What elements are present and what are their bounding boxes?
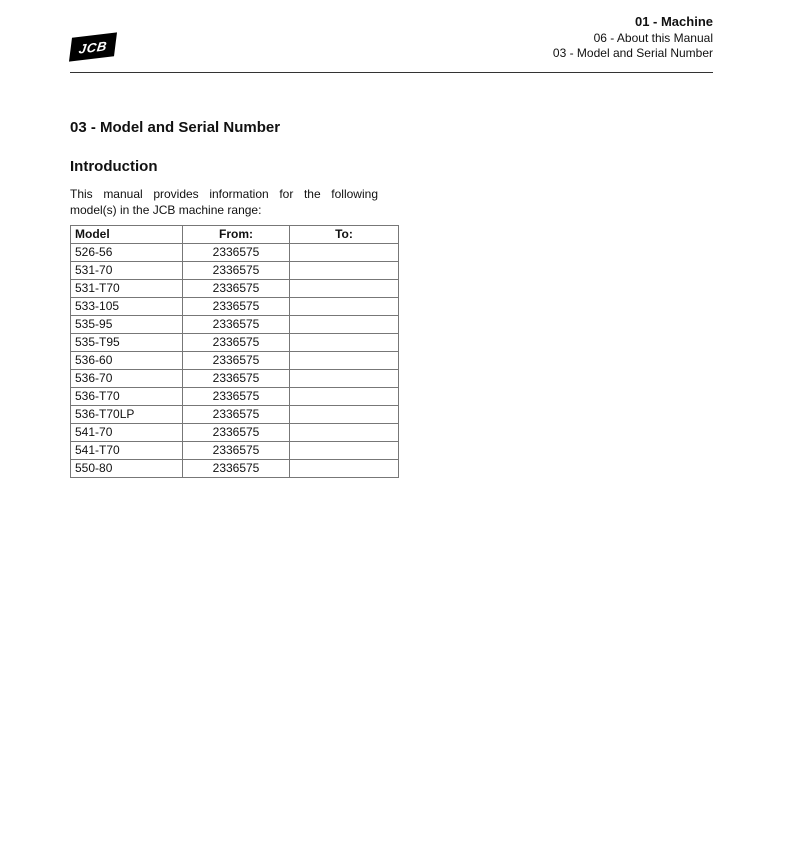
- table-cell: 541-T70: [71, 442, 183, 460]
- table-row: [71, 316, 399, 334]
- header-divider: [70, 72, 713, 73]
- table-row: [71, 262, 399, 280]
- breadcrumb-level-1: 01 - Machine: [634, 14, 713, 29]
- table-cell: 2336575: [183, 334, 290, 352]
- table-cell: 536-T70LP: [71, 406, 183, 424]
- table-cell: 550-80: [71, 460, 183, 478]
- breadcrumb-level-2: 06 - About this Manual: [593, 30, 713, 45]
- table-cell: 2336575: [183, 406, 290, 424]
- table-cell: 2336575: [183, 370, 290, 388]
- model-table-head: [71, 226, 399, 244]
- table-cell: 536-T70: [71, 388, 183, 406]
- table-cell: [290, 406, 399, 424]
- table-row: [71, 280, 399, 298]
- page-content: [0, 119, 785, 478]
- table-row: [71, 352, 399, 370]
- table-cell: 2336575: [183, 262, 290, 280]
- table-cell: [290, 352, 399, 370]
- table-cell: 526-56: [71, 244, 183, 262]
- breadcrumb-level-3: 03 - Model and Serial Number: [552, 46, 713, 61]
- table-cell: 2336575: [183, 460, 290, 478]
- table-row: [71, 244, 399, 262]
- table-row: [71, 298, 399, 316]
- table-cell: 541-70: [71, 424, 183, 442]
- breadcrumb: [70, 14, 713, 62]
- table-cell: 531-T70: [71, 280, 183, 298]
- table-cell: [290, 316, 399, 334]
- page-header: [0, 0, 785, 68]
- table-row: [71, 334, 399, 352]
- table-cell: [290, 280, 399, 298]
- table-row: [71, 442, 399, 460]
- column-header-to: To:: [290, 226, 399, 244]
- page-title: 03 - Model and Serial Number: [70, 119, 281, 137]
- intro-paragraph: This manual provides information for the following model(s) in the JCB machine range:: [70, 187, 378, 217]
- table-row: [71, 460, 399, 478]
- table-cell: 531-70: [71, 262, 183, 280]
- table-cell: [290, 442, 399, 460]
- table-cell: [290, 244, 399, 262]
- table-cell: [290, 388, 399, 406]
- table-row: [71, 370, 399, 388]
- table-cell: 2336575: [183, 298, 290, 316]
- table-row: [71, 424, 399, 442]
- table-cell: 2336575: [183, 280, 290, 298]
- table-cell: 2336575: [183, 316, 290, 334]
- table-cell: 536-60: [71, 352, 183, 370]
- table-header-row: [71, 226, 399, 244]
- table-cell: 2336575: [183, 442, 290, 460]
- table-cell: 2336575: [183, 424, 290, 442]
- table-cell: 2336575: [183, 388, 290, 406]
- jcb-logo-text: JCB: [77, 37, 109, 57]
- table-cell: [290, 370, 399, 388]
- column-header-model: Model: [71, 226, 183, 244]
- section-heading: Introduction: [70, 158, 158, 176]
- table-cell: [290, 424, 399, 442]
- table-cell: 533-105: [71, 298, 183, 316]
- table-cell: [290, 334, 399, 352]
- table-cell: 535-T95: [71, 334, 183, 352]
- column-header-from: From:: [183, 226, 290, 244]
- table-cell: 536-70: [71, 370, 183, 388]
- table-cell: [290, 460, 399, 478]
- table-cell: 535-95: [71, 316, 183, 334]
- table-cell: 2336575: [183, 244, 290, 262]
- model-table-body: [71, 244, 399, 478]
- model-serial-table: [70, 225, 399, 478]
- table-cell: 2336575: [183, 352, 290, 370]
- table-cell: [290, 298, 399, 316]
- table-row: [71, 388, 399, 406]
- table-row: [71, 406, 399, 424]
- table-cell: [290, 262, 399, 280]
